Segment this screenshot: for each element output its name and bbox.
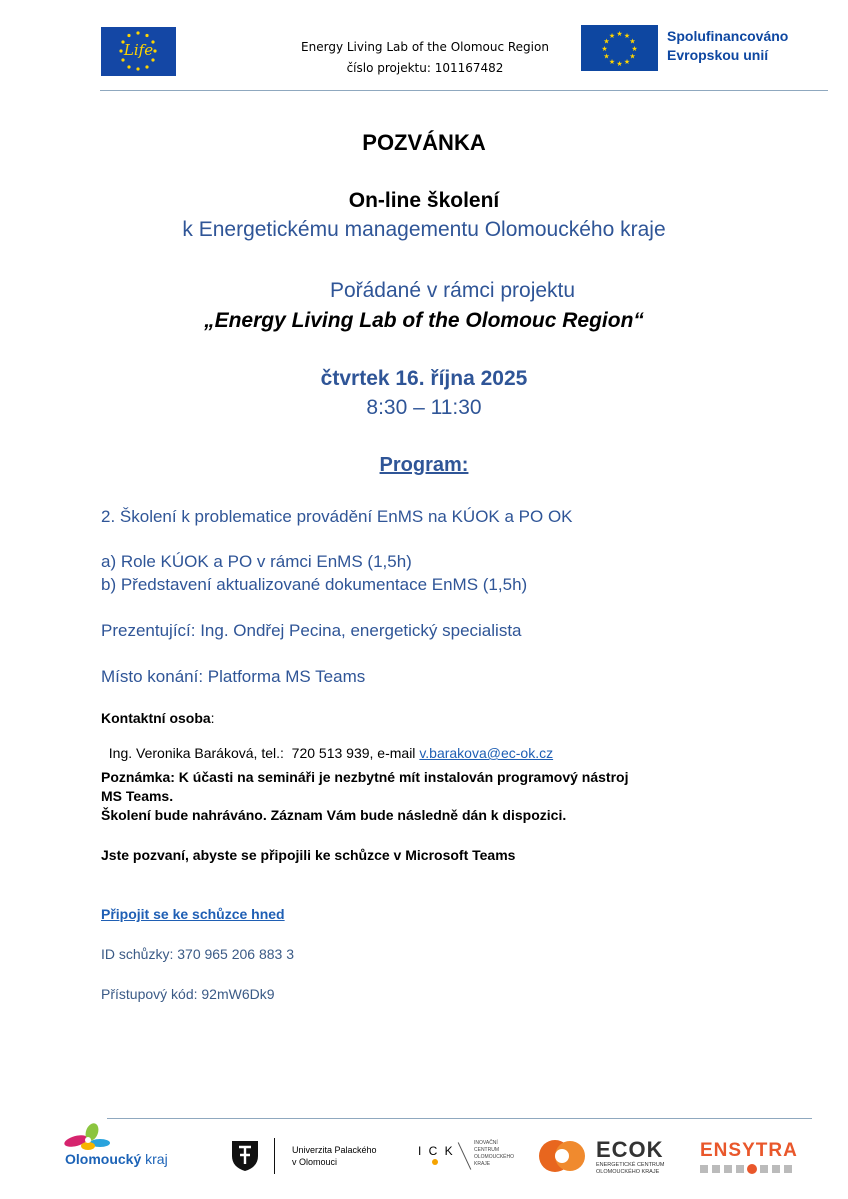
meeting-passcode: Přístupový kód: 92mW6Dk9 <box>101 986 275 1002</box>
ick-sub-1: INOVAČNÍ <box>474 1140 498 1146</box>
contact-email-link[interactable]: v.barakova@ec-ok.cz <box>419 745 554 761</box>
training-topic: k Energetickému managementu Olomouckého kraje <box>182 218 666 241</box>
svg-text:★: ★ <box>616 60 623 68</box>
up-name-line2: v Olomouci <box>292 1157 338 1167</box>
ensytra-dots-icon <box>700 1164 800 1174</box>
teams-invite: Jste pozvaní, abyste se připojili ke schůzce v Microsoft Teams <box>101 847 516 863</box>
ensytra-logo <box>700 1140 810 1174</box>
eu-flag <box>581 25 658 71</box>
program-subitem-a: a) Role KÚOK a PO v rámci EnMS (1,5h) <box>101 552 412 571</box>
contact-line: Ing. Veronika Baráková, tel.: 720 513 939, e-mail <box>108 745 420 761</box>
invitation-title: POZVÁNKA <box>362 130 486 155</box>
flower-icon <box>62 1123 112 1153</box>
ick-sub-3: OLOMOUCKÉHO <box>474 1154 515 1160</box>
svg-text:★: ★ <box>616 30 623 38</box>
svg-text:★: ★ <box>631 45 638 53</box>
contact-details <box>101 729 553 761</box>
svg-text:★: ★ <box>603 52 610 61</box>
program-subitem-b: b) Představení aktualizované dokumentace EnMS (1,5h) <box>101 575 528 594</box>
up-divider <box>274 1138 275 1174</box>
ick-logo <box>418 1138 528 1176</box>
note-line-2: MS Teams. <box>101 788 174 804</box>
event-date: čtvrtek 16. října 2025 <box>320 367 528 390</box>
life-logo <box>101 27 176 76</box>
ecok-sub-1: ENERGETICKÉ CENTRUM <box>596 1162 665 1168</box>
program-heading: Program: <box>379 454 469 476</box>
svg-text:★: ★ <box>629 52 636 61</box>
svg-text:★: ★ <box>608 32 616 40</box>
ensytra-wordmark: ENSYTRA <box>700 1140 798 1161</box>
ecok-logo <box>538 1135 683 1177</box>
venue: Místo konání: Platforma MS Teams <box>101 667 366 686</box>
header-project-number: číslo projektu: 101167482 <box>346 61 504 75</box>
join-meeting-link[interactable]: Připojit se ke schůzce hned <box>101 906 285 922</box>
svg-text:★: ★ <box>623 32 631 40</box>
eu-cofinanced-line1: Spolufinancováno <box>667 28 789 44</box>
header-divider <box>100 90 828 91</box>
svg-text:★: ★ <box>601 45 608 53</box>
organized-by-label: Pořádané v rámci projektu <box>329 279 576 302</box>
up-name-line1: Univerzita Palackého <box>292 1145 377 1155</box>
olomoucky-kraj-logo <box>62 1123 212 1173</box>
svg-text:★: ★ <box>629 37 636 46</box>
up-emblem-icon <box>229 1138 261 1172</box>
presenter: Prezentující: Ing. Ondřej Pecina, energetický specialista <box>101 621 522 640</box>
meeting-id: ID schůzky: 370 965 206 883 3 <box>101 946 295 962</box>
event-time: 8:30 – 11:30 <box>366 396 482 419</box>
olomoucky-kraj-text <box>65 1151 168 1167</box>
training-subtitle: On-line školení <box>348 189 500 212</box>
project-name-quote: „Energy Living Lab of the Olomouc Region“ <box>204 309 644 332</box>
ick-sub-4: KRAJE <box>474 1161 491 1167</box>
ecok-sub-2: OLOMOUCKÉHO KRAJE <box>596 1169 660 1175</box>
olomoucky-bold: Olomoucký <box>65 1151 142 1167</box>
ick-dot <box>432 1159 438 1165</box>
olomoucky-kraj: kraj <box>141 1151 168 1167</box>
ecok-mark-icon <box>538 1135 588 1175</box>
note-line-1: Poznámka: K účasti na semináři je nezbytné mít instalován programový nástroj <box>101 769 629 785</box>
up-logo <box>229 1138 399 1178</box>
svg-text:★: ★ <box>608 58 616 66</box>
ecok-wordmark: ECOK <box>596 1137 664 1162</box>
svg-text:★: ★ <box>623 58 631 66</box>
ick-sub-2: CENTRUM <box>474 1147 499 1153</box>
life-logo-text: Life <box>123 41 154 59</box>
contact-label: Kontaktní osoba <box>101 710 211 726</box>
contact-colon: : <box>210 710 215 726</box>
program-item: 2. Školení k problematice provádění EnMS na KÚOK a PO OK <box>101 507 573 526</box>
footer-divider <box>107 1118 812 1119</box>
contact-label-line <box>101 710 215 726</box>
eu-cofinanced-line2: Evropskou unií <box>667 47 769 63</box>
note-line-3: Školení bude nahráváno. Záznam Vám bude následně dán k dispozici. <box>101 807 567 823</box>
ick-letters: I C K <box>418 1144 455 1158</box>
header-project-name: Energy Living Lab of the Olomouc Region <box>301 40 549 54</box>
ick-slash <box>458 1142 472 1170</box>
svg-text:★: ★ <box>603 37 610 46</box>
